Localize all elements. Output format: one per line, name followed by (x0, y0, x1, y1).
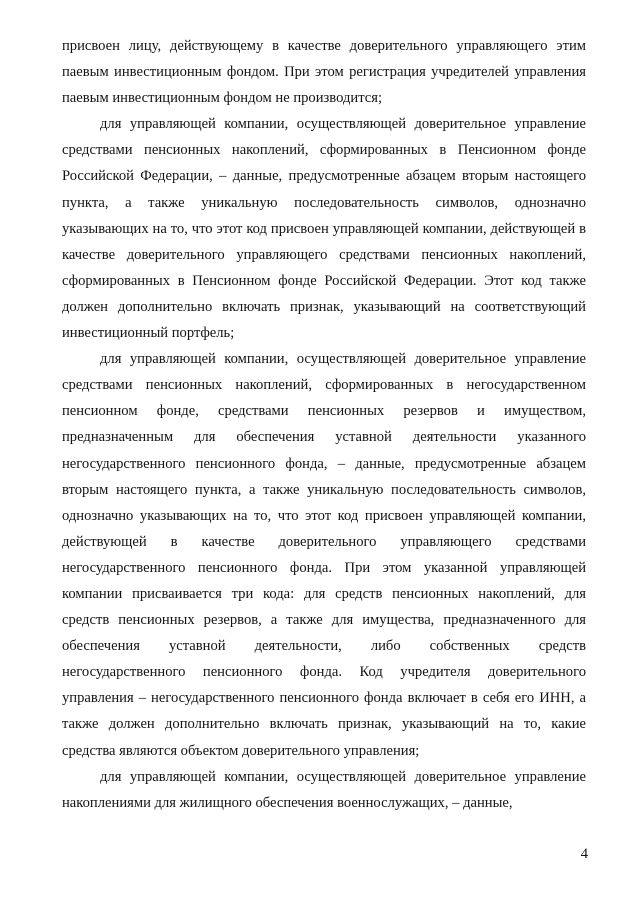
page-number: 4 (580, 846, 588, 862)
paragraph-non-state-pension-fund: для управляющей компании, осуществляющей доверительное управление средствами пенсионных накоплений, сформированных в негосударственном пенсионном фонде, средствами пенсионных резервов и имуществом, предназначенным для обеспечения уставной деятельности указанного негосударственного пенсионного фонда, – данные, предусмотренные абзацем вторым настоящего пункта, а также уникальную последовательность символов, однозначно указывающих на то, что этот код присвоен управляющей компании, действующей в качестве доверительного управляющего средствами негосударственного пенсионного фонда. При этом указанной управляющей компании присваивается три кода: для средств пенсионных накоплений, для средств пенсионных резервов, а также для имущества, предназначенного для обеспечения уставной деятельности, либо собственных средств негосударственного пенсионного фонда. Код учредителя доверительного управления – негосударственного пенсионного фонда включает в себя его ИНН, а также должен дополнительно включать признак, указывающий на то, какие средства являются объектом доверительного управления; (62, 351, 586, 759)
paragraph-pension-fund-rf: для управляющей компании, осуществляющей доверительное управление средствами пенсионных накоплений, сформированных в Пенсионном фонде Российской Федерации, – данные, предусмотренные абзацем вторым настоящего пункта, а также уникальную последовательность символов, однозначно указывающих на то, что этот код присвоен управляющей компании, действующей в качестве доверительного управляющего средствами пенсионных накоплений, сформированных в Пенсионном фонде Российской Федерации. Этот код также должен дополнительно включать признак, указывающий на соответствующий инвестиционный портфель; (62, 116, 586, 342)
document-body (62, 33, 586, 816)
paragraph-military-housing: для управляющей компании, осуществляющей доверительное управление накоплениями для жилищного обеспечения военнослужащих, – данные, (62, 768, 586, 811)
paragraph-continued: присвоен лицу, действующему в качестве доверительного управляющего этим паевым инвестиционным фондом. При этом регистрация учредителей управления паевым инвестиционным фондом не производится; (62, 38, 586, 107)
